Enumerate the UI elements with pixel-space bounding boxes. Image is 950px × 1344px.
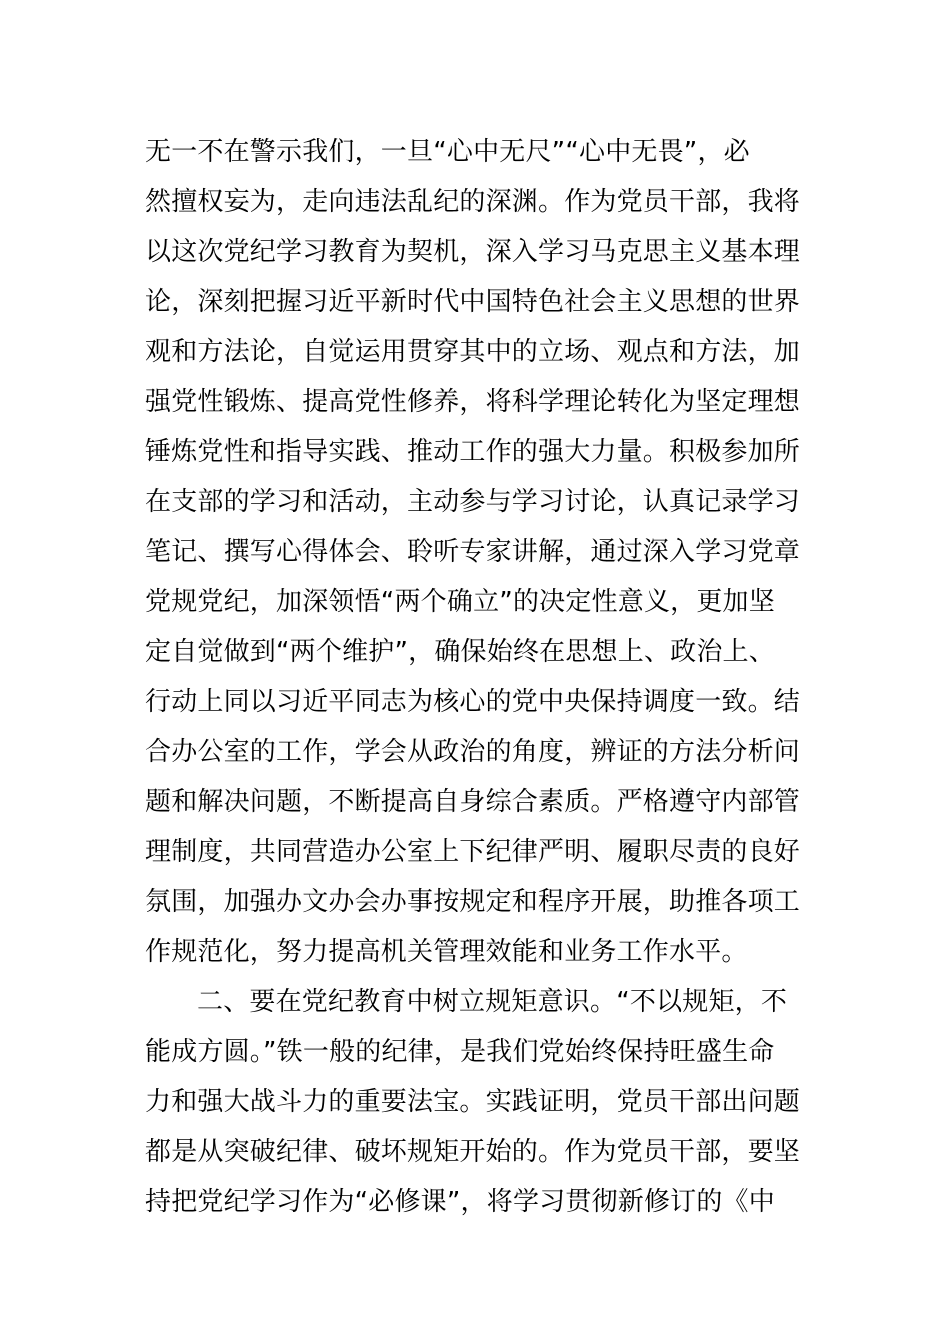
text-line: 党规党纪，加深领悟“两个确立”的决定性意义，更加坚 (145, 587, 775, 617)
text-line: 强党性锻炼、提高党性修养，将科学理论转化为坚定理想 (145, 387, 801, 417)
text-line: 都是从突破纪律、破坏规矩开始的。作为党员干部，要坚 (145, 1137, 801, 1167)
text-line: 持把党纪学习作为“必修课”，将学习贯彻新修订的《中 (145, 1187, 775, 1217)
text-line: 然擅权妄为，走向违法乱纪的深渊。作为党员干部，我将 (145, 187, 801, 217)
text-line: 力和强大战斗力的重要法宝。实践证明，党员干部出问题 (145, 1087, 801, 1117)
body-text (145, 127, 815, 1227)
text-line: 以这次党纪学习教育为契机，深入学习马克思主义基本理 (145, 237, 801, 267)
text-line: 题和解决问题，不断提高自身综合素质。严格遵守内部管 (145, 787, 801, 817)
text-line: 理制度，共同营造办公室上下纪律严明、履职尽责的良好 (145, 837, 801, 867)
text-line: 作规范化，努力提高机关管理效能和业务工作水平。 (145, 937, 748, 967)
text-line: 锤炼党性和指导实践、推动工作的强大力量。积极参加所 (145, 437, 801, 467)
text-line: 能成方圆。”铁一般的纪律，是我们党始终保持旺盛生命 (145, 1037, 775, 1067)
text-line: 在支部的学习和活动，主动参与学习讨论，认真记录学习 (145, 487, 801, 517)
text-line: 观和方法论，自觉运用贯穿其中的立场、观点和方法，加 (145, 337, 801, 367)
text-line: 定自觉做到“两个维护”，确保始终在思想上、政治上、 (145, 637, 775, 667)
text-line: 氛围，加强办文办会办事按规定和程序开展，助推各项工 (145, 887, 801, 917)
text-line: 论，深刻把握习近平新时代中国特色社会主义思想的世界 (145, 287, 801, 317)
text-line: 行动上同以习近平同志为核心的党中央保持调度一致。结 (145, 687, 801, 717)
text-line: 无一不在警示我们，一旦“心中无尺”“心中无畏”，必 (145, 137, 750, 167)
paragraph-heading-line: 二、要在党纪教育中树立规矩意识。“不以规矩，不 (197, 987, 788, 1017)
text-line: 笔记、撰写心得体会、聆听专家讲解，通过深入学习党章 (145, 537, 801, 567)
text-line: 合办公室的工作，学会从政治的角度，辨证的方法分析问 (145, 737, 801, 767)
